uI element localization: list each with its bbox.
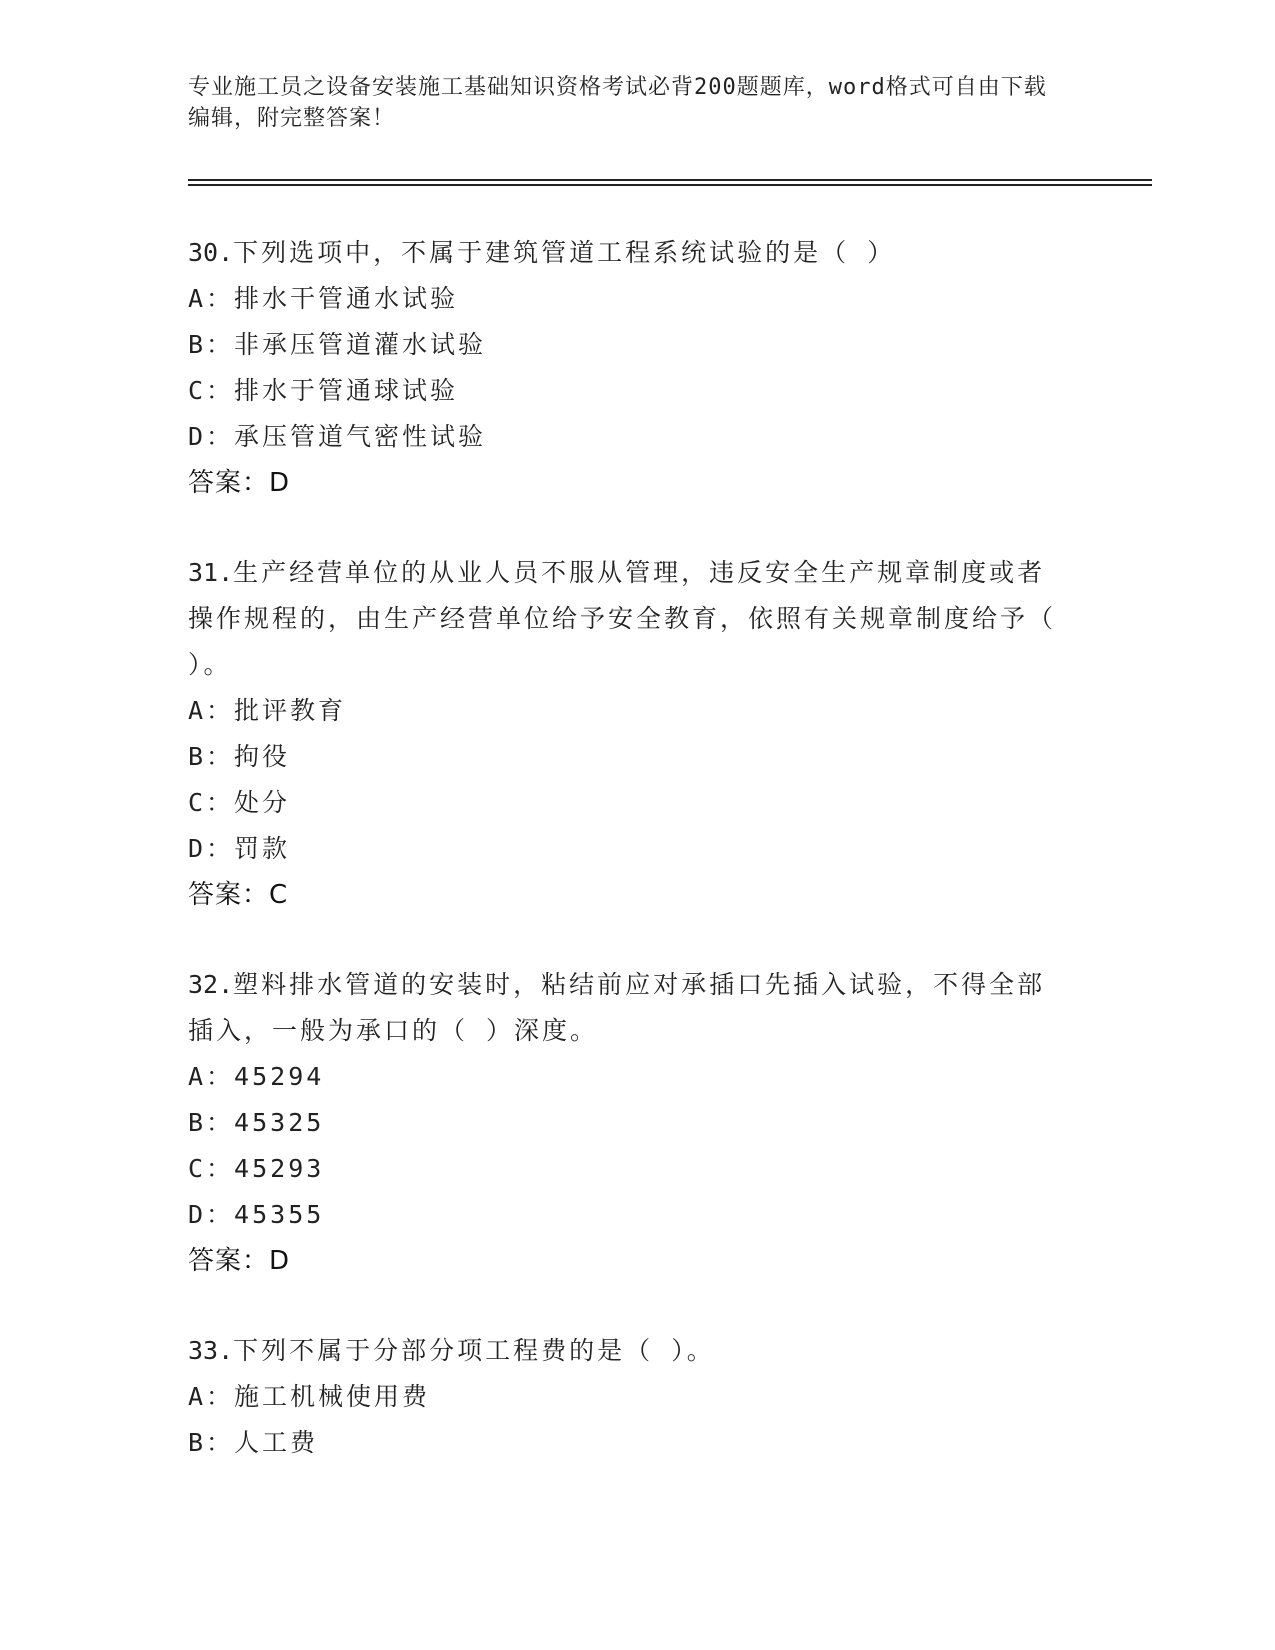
question-stem: 生产经营单位的从业人员不服从管理，违反安全生产规章制度或者操作规程的，由生产经营单位给予安全教育，依照有关规章制度给予（ ）。 (188, 558, 1057, 679)
option-c: C：处分 (188, 788, 291, 817)
question-text (188, 962, 1068, 1054)
answer: 答案：C (188, 880, 289, 910)
question-text (188, 1328, 1068, 1374)
option-a: A：45294 (188, 1062, 325, 1091)
question-number: 32. (188, 970, 234, 999)
question-number: 31. (188, 558, 234, 587)
document-header: 专业施工员之设备安装施工基础知识资格考试必背200题题库，word格式可自由下载编辑，附完整答案！ (188, 75, 1047, 131)
option-a: A：施工机械使用费 (188, 1382, 431, 1411)
option-b: B：人工费 (188, 1428, 319, 1457)
question-number: 30. (188, 238, 234, 267)
option-a: A：批评教育 (188, 696, 347, 725)
question-stem: 下列选项中，不属于建筑管道工程系统试验的是（ ） (233, 238, 896, 267)
question-text (188, 550, 1068, 688)
question-number: 33. (188, 1336, 234, 1365)
header-divider-top (188, 179, 1152, 181)
option-b: B：非承压管道灌水试验 (188, 330, 487, 359)
option-d: D：罚款 (188, 834, 291, 863)
question-list (188, 230, 1088, 1510)
option-d: D：45355 (188, 1200, 325, 1229)
option-b: B：拘役 (188, 742, 291, 771)
option-c: C：45293 (188, 1154, 325, 1183)
question-stem: 塑料排水管道的安装时，粘结前应对承插口先插入试验，不得全部插入，一般为承口的（ ）深度。 (188, 970, 1046, 1045)
option-b: B：45325 (188, 1108, 325, 1137)
option-a: A：排水干管通水试验 (188, 284, 459, 313)
question-30 (188, 230, 1088, 506)
answer: 答案：D (188, 468, 291, 498)
answer: 答案：D (188, 1246, 291, 1276)
header-divider-bottom (188, 184, 1152, 186)
question-31 (188, 550, 1088, 918)
option-d: D：承压管道气密性试验 (188, 422, 487, 451)
question-stem: 下列不属于分部分项工程费的是（ ）。 (233, 1336, 715, 1365)
option-c: C：排水于管通球试验 (188, 376, 459, 405)
question-32 (188, 962, 1088, 1284)
question-33 (188, 1328, 1088, 1466)
question-text (188, 230, 1068, 276)
